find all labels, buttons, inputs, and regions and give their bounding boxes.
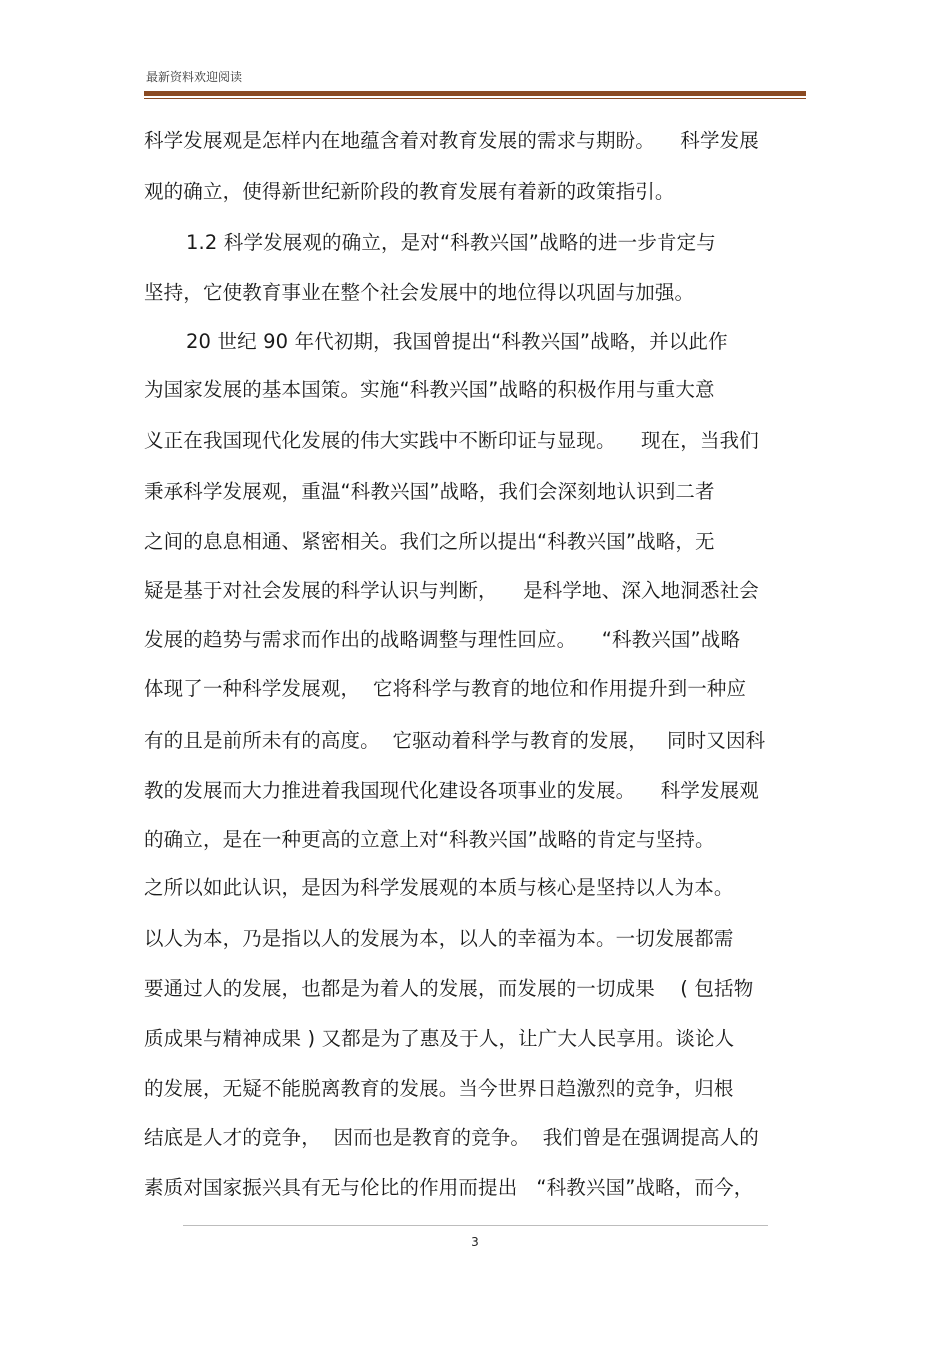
text-line: 的确立，是在一种更高的立意上对“科教兴国”战略的肯定与坚持。 — [144, 828, 715, 851]
text-line: 科学发展观是怎样内在地蕴含着对教育发展的需求与期盼。 科学发展 — [144, 129, 759, 152]
text-line: 教的发展而大力推进着我国现代化建设各项事业的发展。 科学发展观 — [144, 779, 759, 802]
text-line: 体现了一种科学发展观， 它将科学与教育的地位和作用提升到一种应 — [144, 677, 747, 700]
page-header: 最新资料欢迎阅读 — [146, 70, 243, 84]
header-rule-thick — [144, 91, 806, 96]
text-line: 有的且是前所未有的高度。 它驱动着科学与教育的发展， 同时又因科 — [144, 729, 766, 752]
text-line: 疑是基于对社会发展的科学认识与判断， 是科学地、深入地洞悉社会 — [144, 579, 759, 602]
text-line: 之所以如此认识，是因为科学发展观的本质与核心是坚持以人为本。 — [144, 876, 734, 899]
text-line: 发展的趋势与需求而作出的战略调整与理性回应。 “科教兴国”战略 — [144, 628, 741, 651]
text-line: 的发展，无疑不能脱离教育的发展。当今世界日趋激烈的竞争，归根 — [144, 1077, 734, 1100]
text-line: 1.2 科学发展观的确立，是对“科教兴国”战略的进一步肯定与 — [186, 231, 716, 254]
text-line: 坚持，它使教育事业在整个社会发展中的地位得以巩固与加强。 — [144, 281, 695, 304]
page-number: 3 — [471, 1235, 479, 1249]
text-line: 素质对国家振兴具有无与伦比的作用而提出 “科教兴国”战略，而今， — [144, 1176, 754, 1199]
text-line: 秉承科学发展观，重温“科教兴国”战略，我们会深刻地认识到二者 — [144, 480, 715, 503]
text-line: 质成果与精神成果 ) 又都是为了惠及于人，让广大人民享用。谈论人 — [144, 1027, 735, 1050]
text-line: 要通过人的发展，也都是为着人的发展，而发展的一切成果 ( 包括物 — [144, 977, 754, 1000]
text-line: 结底是人才的竞争， 因而也是教育的竞争。 我们曾是在强调提高人的 — [144, 1126, 759, 1149]
text-line: 之间的息息相通、紧密相关。我们之所以提出“科教兴国”战略，无 — [144, 530, 715, 553]
text-line: 为国家发展的基本国策。实施“科教兴国”战略的积极作用与重大意 — [144, 378, 715, 401]
text-line: 以人为本，乃是指以人的发展为本，以人的幸福为本。一切发展都需 — [144, 927, 734, 950]
header-rule-thin — [144, 98, 806, 99]
text-line: 观的确立，使得新世纪新阶段的教育发展有着新的政策指引。 — [144, 180, 675, 203]
text-line: 20 世纪 90 年代初期，我国曾提出“科教兴国”战略，并以此作 — [186, 330, 728, 353]
footer-rule — [183, 1225, 768, 1226]
text-line: 义正在我国现代化发展的伟大实践中不断印证与显现。 现在，当我们 — [144, 429, 759, 452]
